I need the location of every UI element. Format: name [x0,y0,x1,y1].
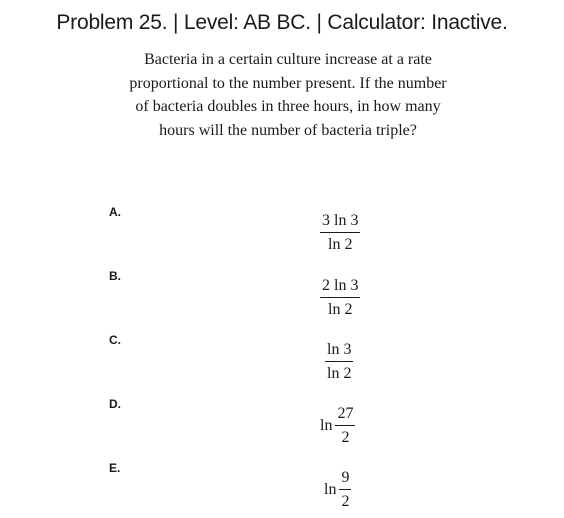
choice-e-denominator: 2 [341,493,350,510]
choice-e-letter[interactable]: E. [109,461,121,475]
choice-a-letter[interactable]: A. [109,205,121,219]
choice-a-denominator: ln 2 [328,236,353,253]
question-line: proportional to the number present. If the number [129,74,447,92]
choice-b-letter[interactable]: B. [109,269,121,283]
choice-d-numerator: 27 [337,405,354,422]
choice-e-fraction [339,470,351,510]
question-text [110,48,466,142]
question-line: of bacteria doubles in three hours, in how many [135,98,441,115]
choice-c-numerator: ln 3 [327,341,352,358]
choice-c-fraction [325,342,353,382]
choice-d-fraction [335,406,355,446]
choice-d-letter[interactable]: D. [109,397,121,411]
choice-b-numerator: 2 ln 3 [322,277,359,294]
choice-c-denominator: ln 2 [327,365,352,382]
choice-d-ln: ln [320,417,333,434]
choice-b-answer[interactable] [320,278,360,318]
choice-a-numerator: 3 ln 3 [322,212,359,229]
choice-d-denominator: 2 [341,429,350,446]
choice-c-answer[interactable] [325,342,353,382]
choice-e-answer[interactable] [324,470,351,510]
choice-c-letter[interactable]: C. [109,333,121,347]
choice-a-answer[interactable] [320,213,360,253]
choice-d-answer[interactable] [320,406,355,446]
choice-b-fraction [320,278,360,318]
choice-e-numerator: 9 [341,469,350,486]
problem-title: Problem 25. | Level: AB BC. | Calculator: Inactive. [56,11,508,34]
choice-b-denominator: ln 2 [328,301,353,318]
choice-a-fraction [320,213,360,253]
question-line: Bacteria in a certain culture increase at a rate [144,51,432,68]
question-line: hours will the number of bacteria triple? [159,121,417,139]
choice-e-ln: ln [324,481,337,498]
